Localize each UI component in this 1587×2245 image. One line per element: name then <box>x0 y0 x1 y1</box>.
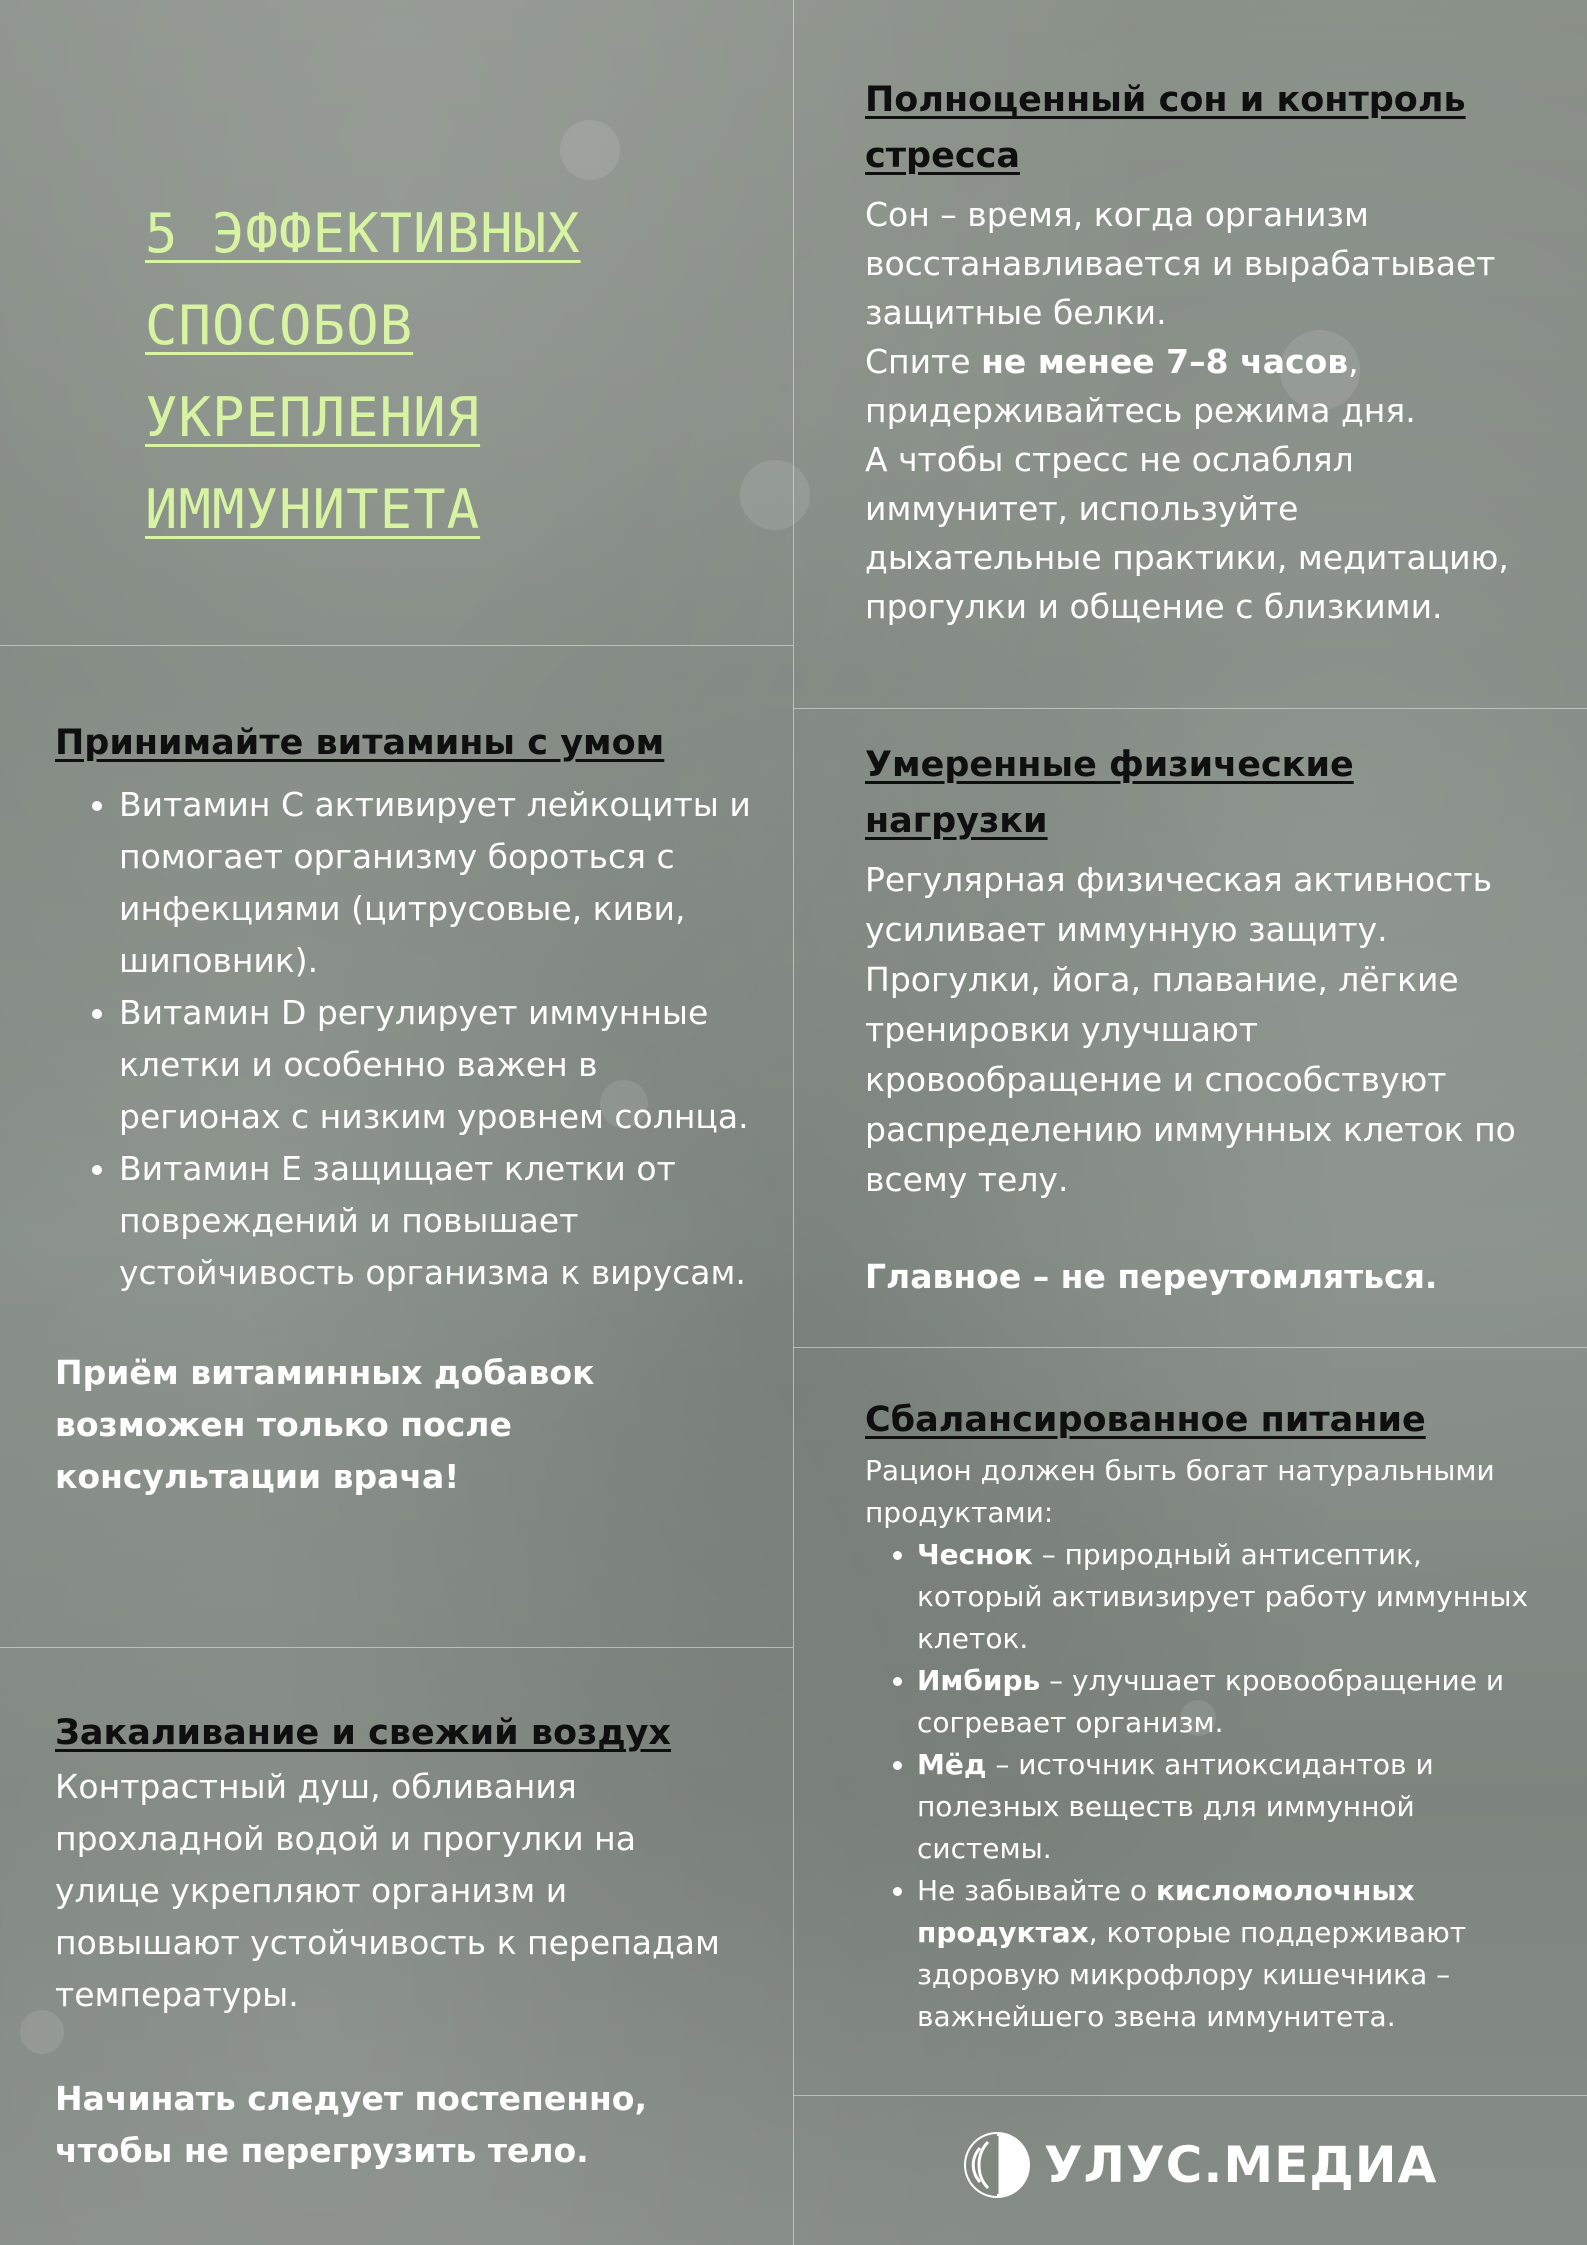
sleep-paragraph <box>865 337 1545 435</box>
sleep-paragraph: А чтобы стресс не ослаблял иммунитет, используйте дыхательные практики, медитацию, прогулки и общение с близкими. <box>865 440 1509 626</box>
text-fragment: – источник антиоксидантов и полезных веществ для иммунной системы. <box>917 1748 1434 1865</box>
page-title <box>145 188 705 556</box>
list-item: • Витамин С активирует лейкоциты и помогает организму бороться с инфекциями (цитрусовые, киви, шиповник). <box>119 779 755 987</box>
nutrition-intro: Рацион должен быть богат натуральными продуктами: <box>865 1454 1495 1529</box>
sleep-section <box>865 72 1545 631</box>
nutrition-heading: Сбалансированное питание <box>865 1400 1426 1440</box>
section-divider <box>793 1347 1587 1348</box>
list-item <box>917 1744 1555 1870</box>
bokeh-decoration <box>740 460 810 530</box>
title-line: 5 ЭФФЕКТИВНЫХ <box>145 202 581 265</box>
vitamins-note: Приём витаминных добавок возможен только после консультации врача! <box>55 1353 595 1496</box>
text-fragment: – улучшает кровообращение и согревает организм. <box>917 1664 1505 1739</box>
bold-fragment: не менее 7–8 часов <box>981 342 1349 381</box>
text-fragment: Не забывайте о <box>917 1874 1156 1907</box>
text-fragment: , придерживайтесь режима дня. <box>865 342 1416 430</box>
hardening-heading: Закаливание и свежий воздух <box>55 1713 672 1753</box>
sleep-text <box>865 190 1545 631</box>
nutrition-list <box>865 1534 1555 2038</box>
sleep-heading: Полноценный сон и контроль стресса <box>865 80 1466 176</box>
vitamins-list <box>55 779 755 1299</box>
list-item: • Витамин D регулирует иммунные клетки и особенно важен в регионах с низким уровнем солнца. <box>119 987 755 1143</box>
sleep-paragraph: Сон – время, когда организм восстанавливается и вырабатывает защитные белки. <box>865 195 1496 332</box>
title-line: ИММУНИТЕТА <box>145 478 481 541</box>
bokeh-decoration <box>560 120 620 180</box>
exercise-section <box>865 737 1545 1303</box>
column-divider <box>793 0 794 2245</box>
text-fragment: , которые поддерживают здоровую микрофлору кишечника – важнейшего звена иммунитета. <box>917 1916 1467 2033</box>
exercise-text: Регулярная физическая активность усиливает иммунную защиту. Прогулки, йога, плавание, лёгкие тренировки улучшают кровообращение и способствуют распределению иммунных клеток по всему телу. <box>865 860 1516 1199</box>
vitamins-section <box>55 715 755 1503</box>
section-divider <box>793 2095 1587 2096</box>
title-line: УКРЕПЛЕНИЯ <box>145 386 481 449</box>
text-fragment: Спите <box>865 342 982 381</box>
section-divider <box>0 645 793 646</box>
bold-fragment: Имбирь <box>917 1664 1041 1697</box>
list-item <box>917 1534 1555 1660</box>
vitamins-heading: Принимайте витамины с умом <box>55 723 665 763</box>
bold-fragment: кисломолочных продуктах <box>917 1874 1415 1949</box>
nutrition-section <box>865 1392 1555 2038</box>
logo-emblem-icon <box>960 2128 1034 2202</box>
section-divider <box>0 1647 793 1648</box>
list-item: • Витамин Е защищает клетки от повреждений и повышает устойчивость организма к вирусам. <box>119 1143 755 1299</box>
title-line: СПОСОБОВ <box>145 294 414 357</box>
exercise-note: Главное – не переутомляться. <box>865 1257 1438 1296</box>
hardening-note: Начинать следует постепенно, чтобы не перегрузить тело. <box>55 2079 648 2170</box>
list-item <box>917 1870 1555 2038</box>
bold-fragment: Чеснок <box>917 1538 1033 1571</box>
list-item <box>917 1660 1555 1744</box>
hardening-section <box>55 1705 735 2177</box>
logo-text: УЛУС.МЕДИА <box>1044 2136 1438 2194</box>
bold-fragment: Мёд <box>917 1748 987 1781</box>
ulus-media-logo <box>960 2128 1437 2202</box>
section-divider <box>793 708 1587 709</box>
exercise-heading: Умеренные физические нагрузки <box>865 745 1354 841</box>
text-fragment: – природный антисептик, который активизирует работу иммунных клеток. <box>917 1538 1529 1655</box>
hardening-text: Контрастный душ, обливания прохладной водой и прогулки на улице укрепляют организм и повышают устойчивость к перепадам температуры. <box>55 1767 720 2014</box>
